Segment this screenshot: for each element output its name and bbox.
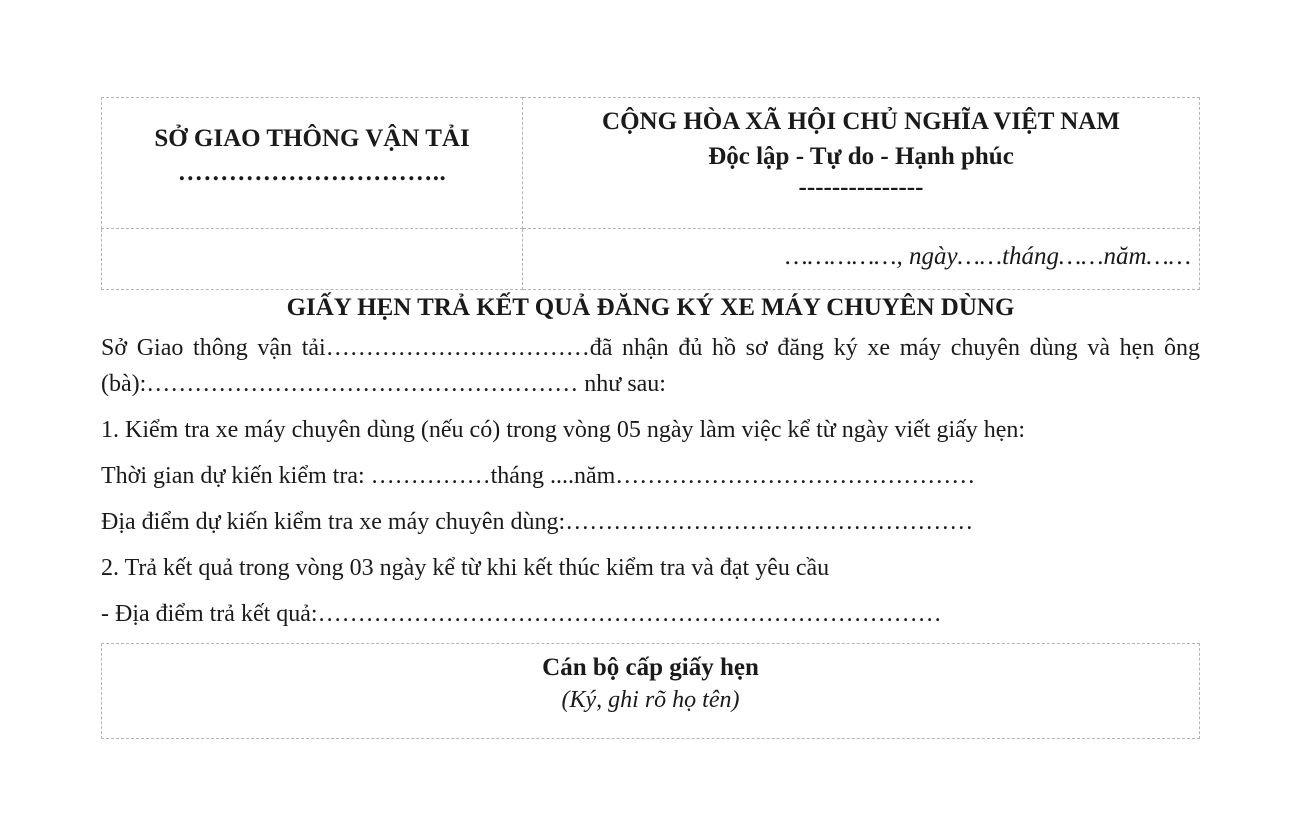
republic-title: CỘNG HÒA XÃ HỘI CHỦ NGHĨA VIỆT NAM [602,108,1120,135]
date-line: ……………, ngày……tháng……năm…… [785,243,1191,270]
signature-box [101,643,1200,739]
inspection-time: Thời gian dự kiến kiểm tra: ……………tháng ....năm……………………………………… [101,463,976,489]
motto: Độc lập - Tự do - Hạnh phúc [708,143,1014,170]
signer-title: Cán bộ cấp giấy hẹn [542,654,759,681]
date-cell [523,229,1200,290]
agency-name-blank: ………………………….. [177,159,447,186]
national-title-cell [523,98,1200,229]
motto-rule: --------------- [798,174,924,201]
signature-note: (Ký, ghi rõ họ tên) [561,687,740,713]
item-1-inspection: 1. Kiểm tra xe máy chuyên dùng (nếu có) trong vòng 05 ngày làm việc kể từ ngày viết giấy hẹn: [101,417,1026,443]
inspection-place: Địa điểm dự kiến kiểm tra xe máy chuyên dùng:…………………………………………… [101,509,974,535]
intro-paragraph: Sở Giao thông vận tải……………………………đã nhận đủ hồ sơ đăng ký xe máy chuyên dùng và hẹn ông (bà):……………………………………………… như sau: [101,335,1200,397]
national-title-block [523,98,1199,202]
agency-name: SỞ GIAO THÔNG VẬN TẢI [154,125,470,152]
document-title: GIẤY HẸN TRẢ KẾT QUẢ ĐĂNG KÝ XE MÁY CHUYÊN DÙNG [286,294,1015,321]
result-place: - Địa điểm trả kết quả:…………………………………………………………………… [101,601,942,627]
agency-block [102,98,522,190]
empty-cell [102,229,523,290]
item-2-result: 2. Trả kết quả trong vòng 03 ngày kể từ khi kết thúc kiểm tra và đạt yêu cầu [101,555,830,581]
document-page [101,97,1200,739]
agency-cell [102,98,523,229]
header-table [101,97,1200,290]
